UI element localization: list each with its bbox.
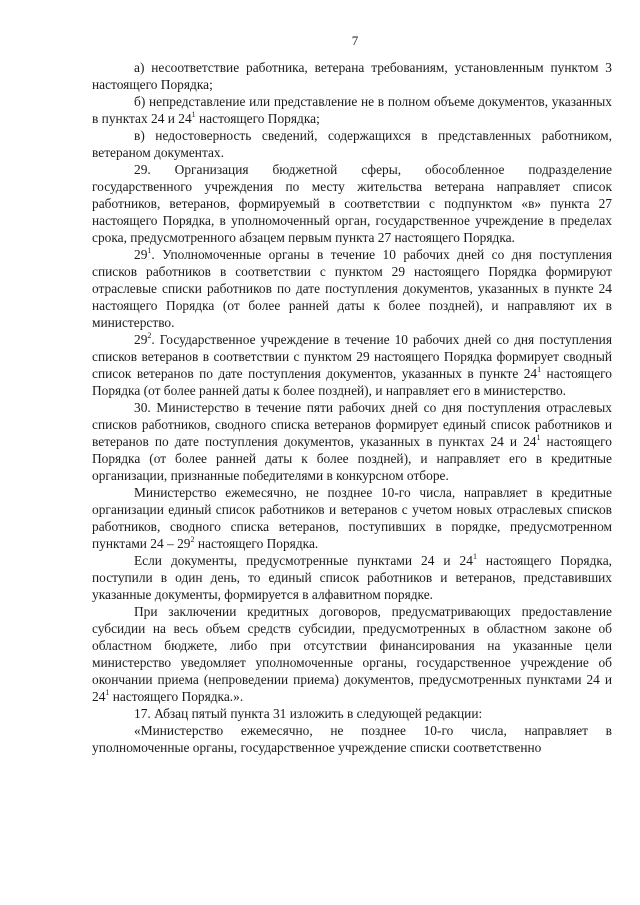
- text-run: При заключении кредитных договоров, предусматривающих предоставление субсидии на весь объем средств субсидии, предусмотренных в областном законе об областном бюджете, либо при отсутствии финансирования на указанные цели министерство уведомляет уполномоченные органы, государственное учреждение об окончании приема (непроведении приема) документов, предусмотренных пунктами 24 и 24: [92, 604, 612, 704]
- superscript: 1: [472, 551, 477, 561]
- text-run: 29. Организация бюджетной сферы, обособленное подразделение государственного учреждения по месту жительства ветерана направляет список работников, ветеранов, формируемый в соответствии с подпунктом «в» пункта 27 настоящего Порядка, в уполномоченный орган, государственное учреждение в пределах срока, предусмотренного абзацем первым пункта 27 настоящего Порядка.: [92, 162, 612, 245]
- text-run: «Министерство ежемесячно, не позднее 10-го числа, направляет в уполномоченные органы, государственное учреждение списки соответственно: [92, 723, 612, 755]
- superscript: 2: [147, 330, 152, 340]
- text-run: настоящего Порядка.».: [109, 689, 244, 704]
- text-run: в) недостоверность сведений, содержащихся в представленных работником, ветераном документах.: [92, 128, 612, 160]
- text-run: настоящего Порядка.: [194, 536, 319, 551]
- document-page: [92, 34, 612, 756]
- text-run: б) непредставление или представление не в полном объеме документов, указанных в пунктах 24 и 24: [92, 94, 612, 126]
- paragraph-p-monthly: [92, 484, 612, 552]
- paragraph-p-29-1: [92, 246, 612, 331]
- text-run: настоящего Порядка (от более ранней даты к более поздней), и направляет его в кредитные организации, признанные победителями в конкурсном отборе.: [92, 434, 612, 483]
- text-run: 29: [134, 247, 148, 262]
- text-run: 17. Абзац пятый пункта 31 изложить в следующей редакции:: [134, 706, 483, 721]
- text-run: а) несоответствие работника, ветерана требованиям, установленным пунктом 3 настоящего Порядка;: [92, 60, 612, 92]
- superscript: 2: [190, 534, 195, 544]
- paragraph-p-30: [92, 399, 612, 484]
- text-run: 29: [134, 332, 148, 347]
- text-run: Министерство ежемесячно, не позднее 10-го числа, направляет в кредитные организации единый список работников и ветеранов с учетом новых отраслевых списков работников, сводного списка ветеранов, поступивших в порядке, предусмотренном пунктами 24 – 29: [92, 485, 612, 551]
- paragraph-p-29-2: [92, 331, 612, 399]
- superscript: 1: [147, 245, 152, 255]
- text-run: настоящего Порядка;: [195, 111, 320, 126]
- paragraph-p-a: [92, 59, 612, 93]
- paragraph-p-quote: [92, 722, 612, 756]
- text-run: настоящего Порядка, поступили в один день, то единый список работников и ветеранов, представивших указанные документы, формируется в алфавитном порядке.: [92, 553, 612, 602]
- text-run: 30. Министерство в течение пяти рабочих дней со дня поступления отраслевых списков работников, сводного списка ветеранов формирует единый список работников и ветеранов по дате поступления документов, указанных в пунктах 24 и 24: [92, 400, 612, 449]
- paragraph-p-17: [92, 705, 612, 722]
- superscript: 1: [537, 364, 542, 374]
- page-number: 7: [351, 33, 359, 48]
- paragraph-p-b: [92, 93, 612, 127]
- text-run: . Государственное учреждение в течение 10 рабочих дней со дня поступления списков ветеранов в соответствии с пунктом 29 настоящего Порядка формирует сводный список ветеранов по дате поступления документов, указанных в пункте 24: [92, 332, 612, 381]
- document-body: [92, 59, 612, 756]
- superscript: 1: [536, 432, 541, 442]
- paragraph-p-v: [92, 127, 612, 161]
- text-run: Если документы, предусмотренные пунктами 24 и 24: [134, 553, 473, 568]
- superscript: 1: [191, 109, 196, 119]
- text-run: . Уполномоченные органы в течение 10 рабочих дней со дня поступления списков работников в соответствии с пунктом 29 настоящего Порядка формируют отраслевые списки работников по дате поступления документов, указанных в пункте 24 настоящего Порядка (от более ранней даты к более поздней), и направляют их в министерство.: [92, 247, 612, 330]
- paragraph-p-credit: [92, 603, 612, 705]
- text-run: настоящего Порядка (от более ранней даты к более поздней), и направляет его в министерство.: [92, 366, 612, 398]
- superscript: 1: [105, 687, 110, 697]
- paragraph-p-sameday: [92, 552, 612, 603]
- paragraph-p-29: [92, 161, 612, 246]
